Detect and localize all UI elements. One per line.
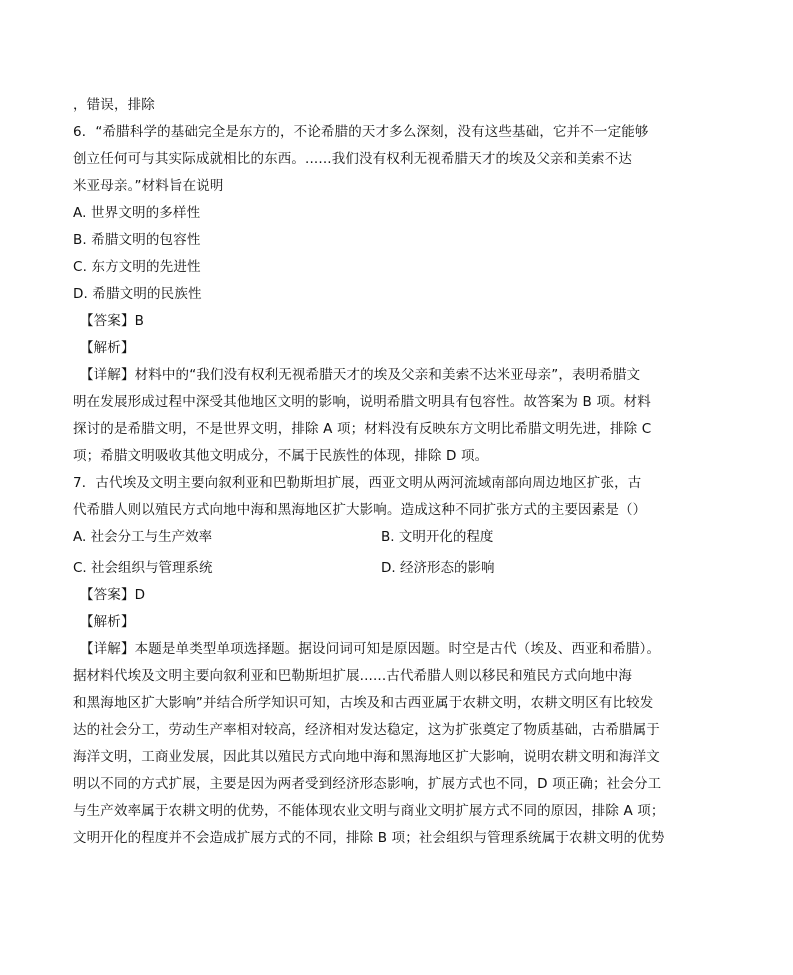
q7-detail-line-5: 海洋文明，工商业发展，因此其以殖民方式向地中海和黑海地区扩大影响，说明农耕文明和海洋文 [73,749,660,765]
q6-detail-line-2: 明在发展形成过程中深受其他地区文明的影响，说明希腊文明具有包容性。故答案为 B 项。材料 [73,394,651,410]
q7-option-d: D. 经济形态的影响 [381,560,495,576]
q6-option-b: B. 希腊文明的包容性 [73,232,201,248]
q6-stem-line-2: 创立任何可与其实际成就相比的东西。......我们没有权利无视希腊天才的埃及父亲和美索不达 [73,151,632,167]
q6-detail-line-4: 项；希腊文明吸收其他文明成分，不属于民族性的体现，排除 D 项。 [73,448,489,464]
q7-stem-line-1: 7．古代埃及文明主要向叙利亚和巴勒斯坦扩展，西亚文明从两河流域南部向周边地区扩张，古 [73,475,642,491]
q6-detail-line-1: 【详解】材料中的“我们没有权利无视希腊天才的埃及父亲和美索不达米亚母亲”，表明希腊文 [80,367,641,383]
q7-options-row-1 [73,524,673,551]
q7-option-b: B. 文明开化的程度 [381,529,494,545]
q6-stem-line-1: 6．“希腊科学的基础完全是东方的，不论希腊的天才多么深刻，没有这些基础，它并不一定能够 [73,124,649,140]
q7-stem-line-2: 代希腊人则以殖民方式向地中海和黑海地区扩大影响。造成这种不同扩张方式的主要因素是（） [73,502,647,518]
q7-answer: 【答案】D [80,587,146,603]
q7-options-row-2 [73,555,673,582]
q7-option-c: C. 社会组织与管理系统 [73,560,213,576]
q7-analysis-label: 【解析】 [80,614,135,630]
q7-detail-line-6: 明以不同的方式扩展，主要是因为两者受到经济形态影响，扩展方式也不同，D 项正确；社会分工 [73,776,662,792]
q6-option-c: C. 东方文明的先进性 [73,259,201,275]
q7-detail-line-2: 据材料代埃及文明主要向叙利亚和巴勒斯坦扩展......古代希腊人则以移民和殖民方式向地中海 [73,668,632,684]
q6-option-a: A. 世界文明的多样性 [73,205,201,221]
q6-option-d: D. 希腊文明的民族性 [73,286,202,302]
q7-option-a: A. 社会分工与生产效率 [73,529,213,545]
document-page [73,92,673,852]
q7-detail-line-4: 达的社会分工，劳动生产率相对较高，经济相对发达稳定，这为扩张奠定了物质基础，古希腊属于 [73,722,660,738]
q6-stem-line-3: 米亚母亲。”材料旨在说明 [73,178,224,194]
question-7 [73,470,673,852]
previous-answer-fragment: ，错误，排除 [73,97,155,113]
q7-detail-line-7: 与生产效率属于农耕文明的优势，不能体现农业文明与商业文明扩展方式不同的原因，排除 A 项； [73,803,665,819]
q7-detail-line-8: 文明开化的程度并不会造成扩展方式的不同，排除 B 项；社会组织与管理系统属于农耕文明的优势 [73,830,665,846]
q7-detail-line-1: 【详解】本题是单类型单项选择题。据设问词可知是原因题。时空是古代（埃及、西亚和希腊）。 [80,641,661,657]
q7-detail-line-3: 和黑海地区扩大影响”并结合所学知识可知，古埃及和古西亚属于农耕文明，农耕文明区有比较发 [73,695,654,711]
q6-analysis-label: 【解析】 [80,340,135,356]
q6-detail-line-3: 探讨的是希腊文明，不是世界文明，排除 A 项；材料没有反映东方文明比希腊文明先进，排除 C [73,421,652,437]
question-6 [73,119,673,470]
q6-answer: 【答案】B [80,313,145,329]
